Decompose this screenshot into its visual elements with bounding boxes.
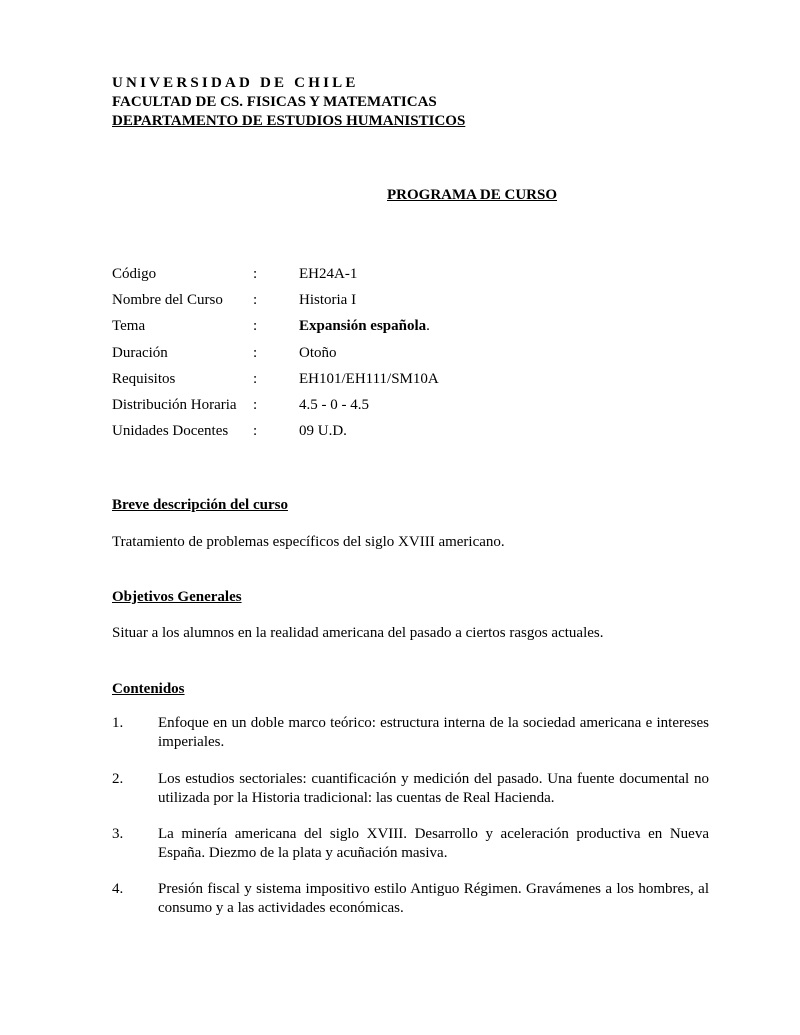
info-row-nombre [112, 291, 512, 311]
objectives-heading: Objetivos Generales [112, 589, 242, 605]
info-label: Requisitos [112, 371, 176, 387]
contents-item-number: 1. [112, 715, 124, 731]
info-label: Unidades Docentes [112, 423, 229, 439]
contents-item-number: 2. [112, 771, 124, 787]
info-row-distribucion [112, 396, 512, 416]
info-separator: : [253, 292, 258, 308]
contents-item-text: Presión fiscal y sistema impositivo estilo Antiguo Régimen. Gravámenes a los hombres, al consumo y a las actividades económicas. [158, 881, 709, 916]
info-separator: : [253, 371, 258, 387]
objectives-text: Situar a los alumnos en la realidad americana del pasado a ciertos rasgos actuales. [112, 625, 604, 641]
description-text: Tratamiento de problemas específicos del siglo XVIII americano. [112, 534, 505, 550]
info-value: EH101/EH111/SM10A [299, 371, 439, 387]
university-name: UNIVERSIDAD DE CHILE [112, 75, 359, 91]
contents-item-number: 4. [112, 881, 124, 897]
info-separator: : [253, 397, 258, 413]
contents-item-number: 3. [112, 826, 124, 842]
info-separator: : [253, 318, 258, 334]
info-separator: : [253, 345, 258, 361]
faculty-name: FACULTAD DE CS. FISICAS Y MATEMATICAS [112, 94, 437, 110]
contents-heading: Contenidos [112, 681, 185, 697]
info-label: Distribución Horaria [112, 397, 237, 413]
info-row-codigo [112, 265, 512, 285]
contents-item-text: La minería americana del siglo XVIII. Desarrollo y aceleración productiva en Nueva España. Diezmo de la plata y acuñación masiva. [158, 826, 709, 861]
info-separator: : [253, 423, 258, 439]
info-label: Tema [112, 318, 146, 334]
info-value-suffix: . [426, 318, 430, 334]
info-value: 09 U.D. [299, 423, 347, 439]
info-value: Historia I [299, 292, 357, 308]
info-label: Duración [112, 345, 168, 361]
contents-item [112, 825, 709, 863]
description-heading: Breve descripción del curso [112, 497, 288, 513]
info-value: 4.5 - 0 - 4.5 [299, 397, 369, 413]
info-separator: : [253, 266, 258, 282]
contents-item [112, 770, 709, 808]
contents-item-text: Enfoque en un doble marco teórico: estructura interna de la sociedad americana e intereses imperiales. [158, 715, 709, 750]
info-row-requisitos [112, 370, 512, 390]
department-name: DEPARTAMENTO DE ESTUDIOS HUMANISTICOS [112, 113, 466, 129]
document-title: PROGRAMA DE CURSO [387, 187, 558, 203]
info-label: Código [112, 266, 157, 282]
info-row-tema [112, 317, 512, 337]
contents-item [112, 880, 709, 918]
info-row-duracion [112, 344, 512, 364]
contents-item [112, 714, 709, 752]
contents-item-text: Los estudios sectoriales: cuantificación y medición del pasado. Una fuente documental no utilizada por la Historia tradicional: las cuentas de Real Hacienda. [158, 771, 709, 806]
info-value-bold: Expansión española [299, 318, 427, 334]
info-value: EH24A-1 [299, 266, 358, 282]
info-row-unidades [112, 422, 512, 442]
info-value [299, 317, 430, 336]
info-value: Otoño [299, 345, 337, 361]
info-label: Nombre del Curso [112, 292, 223, 308]
